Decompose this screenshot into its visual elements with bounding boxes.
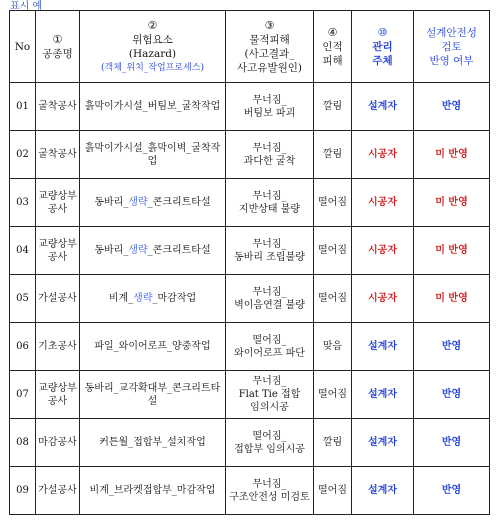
row-no: 01 bbox=[10, 83, 36, 131]
row-manager: 시공자 bbox=[352, 179, 414, 227]
row-no: 02 bbox=[10, 131, 36, 179]
table-row bbox=[10, 131, 490, 179]
row-damage-line: 무너짐_ bbox=[252, 190, 287, 202]
header-review-title3: 반영 여부 bbox=[429, 54, 474, 67]
row-hazard-highlight: 생략 bbox=[128, 197, 148, 208]
row-process-line: 가설공사 bbox=[38, 485, 77, 496]
row-no: 09 bbox=[10, 467, 36, 515]
risk-table bbox=[9, 10, 490, 515]
row-damage bbox=[226, 83, 314, 131]
row-damage-line: 지반상태 불량 bbox=[238, 203, 301, 215]
row-hazard bbox=[80, 467, 226, 515]
row-damage bbox=[226, 275, 314, 323]
row-process-line: 마감공사 bbox=[38, 437, 77, 448]
header-hazard bbox=[80, 11, 226, 83]
row-no: 07 bbox=[10, 371, 36, 419]
row-damage bbox=[226, 131, 314, 179]
row-hazard bbox=[80, 131, 226, 179]
row-process bbox=[36, 227, 80, 275]
table-row bbox=[10, 275, 490, 323]
row-damage-line: 동바리 조립불량 bbox=[234, 251, 305, 263]
header-manager-title2: 주체 bbox=[372, 54, 393, 67]
row-process-line: 가설공사 bbox=[38, 293, 77, 304]
row-damage bbox=[226, 371, 314, 419]
header-hazard-sub: (객체_위치_작업프로세스) bbox=[101, 62, 204, 73]
row-damage bbox=[226, 227, 314, 275]
row-hazard-text: _콘크리트타설 bbox=[147, 245, 211, 256]
row-hazard-text: 흙막이가시설_버팀보_굴착작업 bbox=[84, 101, 221, 112]
row-hazard bbox=[80, 227, 226, 275]
row-manager: 설계자 bbox=[352, 83, 414, 131]
row-human: 떨어짐 bbox=[314, 467, 352, 515]
row-no: 08 bbox=[10, 419, 36, 467]
row-no: 06 bbox=[10, 323, 36, 371]
row-process-line: 교량상부 bbox=[38, 190, 77, 202]
row-process-line: 교량상부 bbox=[38, 238, 77, 250]
row-process-line: 굴착공사 bbox=[38, 149, 77, 160]
header-process-num: ① bbox=[52, 32, 63, 46]
header-process-text: 공종명 bbox=[42, 47, 73, 60]
header-review-title2: 검토 bbox=[441, 40, 462, 53]
row-process-line: 공사 bbox=[47, 251, 68, 263]
table-row bbox=[10, 179, 490, 227]
row-hazard bbox=[80, 179, 226, 227]
row-manager: 설계자 bbox=[352, 323, 414, 371]
row-process-line: 기초공사 bbox=[38, 341, 77, 352]
row-hazard-text: _마감작업 bbox=[152, 293, 197, 304]
row-review: 미 반영 bbox=[414, 131, 490, 179]
row-damage-line: 무너짐_ bbox=[252, 478, 287, 490]
header-human-title1: 인적 bbox=[322, 40, 343, 53]
row-human: 떨어짐 bbox=[314, 371, 352, 419]
row-review: 반영 bbox=[414, 371, 490, 419]
row-damage-line: 떨어짐_ bbox=[252, 430, 287, 442]
header-hazard-title: 위험요소 bbox=[132, 33, 173, 46]
row-process bbox=[36, 419, 80, 467]
header-review bbox=[414, 11, 490, 83]
row-damage-line: Flat Tie 접합 bbox=[238, 389, 301, 400]
row-review: 반영 bbox=[414, 467, 490, 515]
row-damage-line: 과다한 굴착 bbox=[243, 155, 296, 167]
header-review-title1: 설계안전성 bbox=[426, 26, 477, 39]
row-human: 맞음 bbox=[314, 323, 352, 371]
row-hazard bbox=[80, 275, 226, 323]
header-manager-num: ⑩ bbox=[377, 25, 388, 39]
row-damage bbox=[226, 419, 314, 467]
row-process-line: 공사 bbox=[47, 203, 68, 215]
row-review: 반영 bbox=[414, 323, 490, 371]
row-hazard-text: 파일_와이어로프_양중작업 bbox=[94, 341, 211, 352]
row-hazard bbox=[80, 419, 226, 467]
row-hazard-highlight: 생략 bbox=[128, 245, 148, 256]
row-damage bbox=[226, 179, 314, 227]
row-manager: 시공자 bbox=[352, 131, 414, 179]
row-hazard-text: 동바리_교각확대부_콘크리트타설 bbox=[84, 382, 221, 407]
caption-label: 표시 예 bbox=[10, 1, 43, 12]
header-damage-title: 물적피해 bbox=[249, 33, 290, 46]
row-hazard bbox=[80, 83, 226, 131]
row-process-line: 교량상부 bbox=[38, 382, 77, 394]
row-manager: 설계자 bbox=[352, 467, 414, 515]
row-review: 미 반영 bbox=[414, 227, 490, 275]
row-process bbox=[36, 371, 80, 419]
header-row bbox=[10, 11, 490, 83]
header-hazard-num: ② bbox=[147, 18, 158, 32]
row-damage-line: 구조안전성 미검토 bbox=[229, 491, 310, 503]
row-manager: 시공자 bbox=[352, 275, 414, 323]
row-hazard-text: 커튼월_접합부_설치작업 bbox=[99, 437, 206, 448]
row-review: 반영 bbox=[414, 83, 490, 131]
header-hazard-en: (Hazard) bbox=[128, 47, 177, 60]
row-hazard bbox=[80, 371, 226, 419]
row-damage-line: 와이어로프 파단 bbox=[234, 347, 305, 359]
row-damage-line: 무너짐_ bbox=[252, 94, 287, 106]
row-damage-line: 무너짐_ bbox=[252, 376, 287, 387]
row-human: 깔림 bbox=[314, 83, 352, 131]
row-no: 03 bbox=[10, 179, 36, 227]
row-no: 04 bbox=[10, 227, 36, 275]
table-row bbox=[10, 323, 490, 371]
row-damage-line: 무너짐_ bbox=[252, 286, 287, 298]
row-review: 미 반영 bbox=[414, 179, 490, 227]
row-damage-line: 임의시공 bbox=[250, 402, 289, 413]
row-manager: 설계자 bbox=[352, 419, 414, 467]
header-human-title2: 피해 bbox=[322, 54, 343, 67]
row-manager: 시공자 bbox=[352, 227, 414, 275]
header-process bbox=[36, 11, 80, 83]
row-hazard-text: 비계_ bbox=[108, 293, 134, 304]
header-damage bbox=[226, 11, 314, 83]
row-manager: 설계자 bbox=[352, 371, 414, 419]
row-human: 깔림 bbox=[314, 419, 352, 467]
header-damage-sub1: (사고결과_ bbox=[244, 47, 295, 60]
header-damage-sub2: 사고유발원인) bbox=[237, 61, 302, 74]
header-human bbox=[314, 11, 352, 83]
row-hazard-text: 흙막이가시설_흙막이벽_굴착작업 bbox=[84, 142, 221, 167]
row-human: 떨어짐 bbox=[314, 179, 352, 227]
row-no: 05 bbox=[10, 275, 36, 323]
header-no bbox=[10, 11, 36, 83]
row-human: 깔림 bbox=[314, 131, 352, 179]
header-manager bbox=[352, 11, 414, 83]
row-damage-line: 벽이음연결 불량 bbox=[234, 299, 305, 311]
row-hazard-text: 동바리_ bbox=[94, 197, 129, 208]
row-damage-line: 무너짐_ bbox=[252, 238, 287, 250]
row-review: 반영 bbox=[414, 419, 490, 467]
row-process-line: 공사 bbox=[47, 395, 68, 407]
row-human: 떨어짐 bbox=[314, 275, 352, 323]
row-process bbox=[36, 467, 80, 515]
row-review: 미 반영 bbox=[414, 275, 490, 323]
row-hazard-highlight: 생략 bbox=[133, 293, 153, 304]
header-human-num: ④ bbox=[327, 25, 338, 39]
row-hazard bbox=[80, 323, 226, 371]
row-damage-line: 접합부 임의시공 bbox=[234, 443, 305, 455]
row-process bbox=[36, 323, 80, 371]
row-process-line: 굴착공사 bbox=[38, 101, 77, 112]
row-damage bbox=[226, 467, 314, 515]
row-process bbox=[36, 179, 80, 227]
table-row bbox=[10, 467, 490, 515]
header-manager-title1: 관리 bbox=[372, 40, 393, 53]
row-process bbox=[36, 131, 80, 179]
row-damage bbox=[226, 323, 314, 371]
header-no-text: No bbox=[14, 40, 31, 53]
row-human: 떨어짐 bbox=[314, 227, 352, 275]
row-hazard-text: _콘크리트타설 bbox=[147, 197, 211, 208]
row-damage-line: 버팀보 파괴 bbox=[243, 107, 296, 119]
row-hazard-text: 비계_브라켓접합부_마감작업 bbox=[89, 485, 216, 496]
table-row bbox=[10, 419, 490, 467]
table-body bbox=[10, 83, 490, 515]
table-row bbox=[10, 227, 490, 275]
row-damage-line: 떨어짐_ bbox=[252, 334, 287, 346]
table-row bbox=[10, 371, 490, 419]
table-row bbox=[10, 83, 490, 131]
row-damage-line: 무너짐_ bbox=[252, 142, 287, 154]
row-hazard-text: 동바리_ bbox=[94, 245, 129, 256]
row-process bbox=[36, 83, 80, 131]
row-process bbox=[36, 275, 80, 323]
header-damage-num: ③ bbox=[264, 18, 275, 32]
